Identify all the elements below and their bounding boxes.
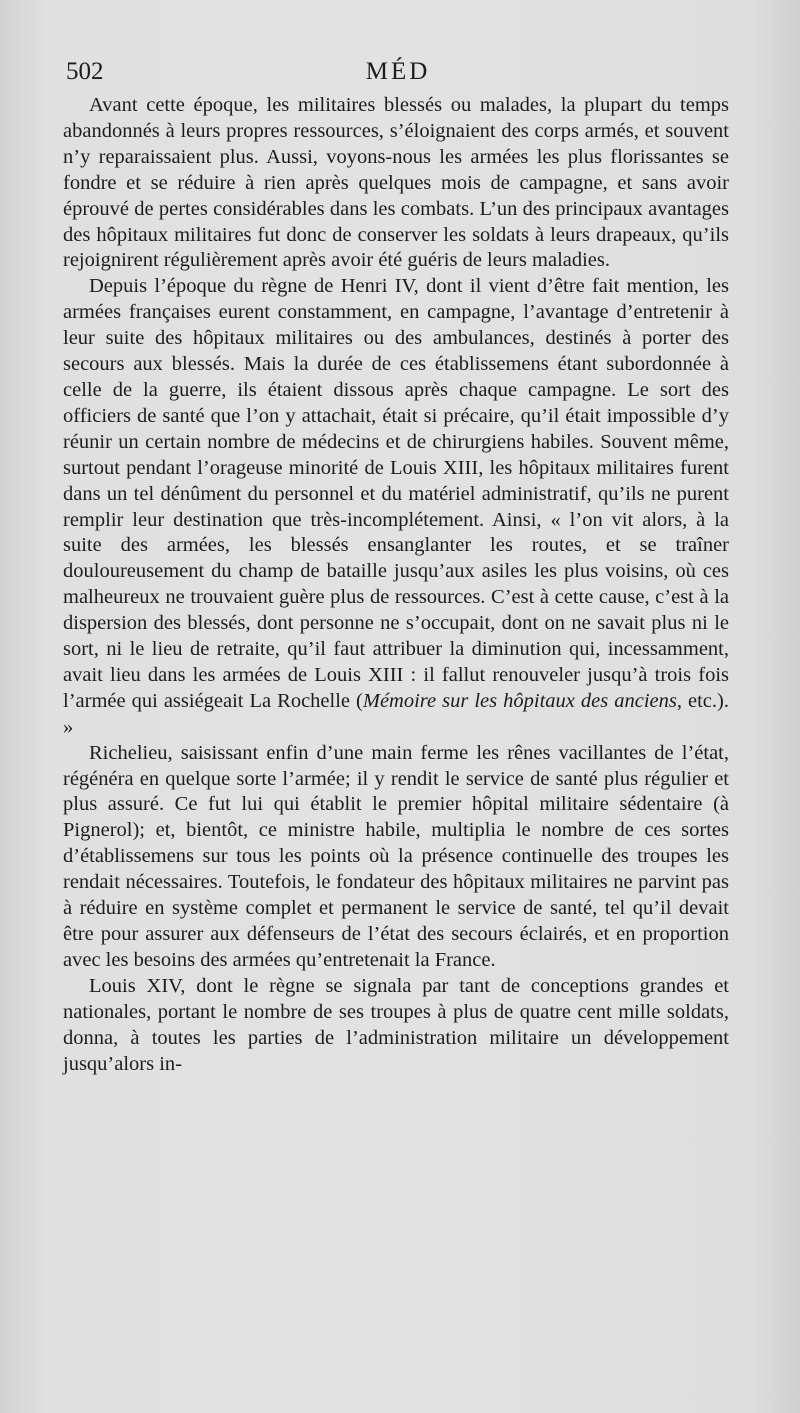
page-number: 502 bbox=[66, 58, 104, 85]
page-header bbox=[66, 58, 730, 92]
paragraph-2-end: , etc.). » bbox=[63, 689, 729, 738]
body-text bbox=[63, 93, 729, 1077]
citation-title: Mémoire sur les hôpitaux des anciens bbox=[362, 689, 677, 712]
paragraph-2-main: Depuis l’époque du règne de Henri IV, dont il vient d’être fait mention, les armées françaises eurent constamment, en campagne, l’avantage d’entretenir à leur suite des hôpitaux militaires ou des ambulances, destinés à porter des secours aux blessés. Mais la durée de ces établissemens étant subordonnée à celle de la guerre, ils étaient dissous après chaque campagne. Le sort des officiers de santé que l’on y attachait, était si précaire, qu’il était impossible d’y réunir un certain nombre de médecins et de chirurgiens habiles. Souvent même, surtout pendant l’orageuse minorité de Louis XIII, les hôpitaux militaires furent dans un tel dénûment du personnel et du matériel administratif, qu’ils ne purent remplir leur destination que très-incomplétement. Ainsi, « l’on vit alors, à la suite des armées, les blessés ensanglanter les routes, et se traîner douloureusement du champ de bataille jusqu’aux asiles les plus voisins, où ces malheureux ne trouvaient guère plus de ressources. C’est à cette cause, c’est à la dispersion des blessés, dont personne ne s’occupait, dont on ne savait plus ni le sort, ni le lieu de retraite, qu’il faut attribuer la diminution qui, incessamment, avait lieu dans les armées de Louis XIII : il fallut renouveler jusqu’à trois fois l’armée qui assiégeait La Rochelle ( bbox=[63, 275, 729, 712]
paragraph-4: Louis XIV, dont le règne se signala par tant de conceptions grandes et nationales, portant le nombre de ses troupes à plus de quatre cent mille soldats, donna, à toutes les parties de l’administration militaire un développement jusqu’alors in- bbox=[63, 974, 729, 1075]
paragraph-1: Avant cette époque, les militaires blessés ou malades, la plupart du temps abandonnés à leurs propres ressources, s’éloignaient des corps armés, et souvent n’y reparaissaient plus. Aussi, voyons-nous les armées les plus florissantes se fondre et se réduire à rien après quelques mois de campagne, et sans avoir éprouvé de pertes considérables dans les combats. L’un des principaux avantages des hôpitaux militaires fut donc de conserver les soldats à leurs drapeaux, qu’ils rejoignirent régulièrement après avoir été guéris de leurs maladies. bbox=[63, 94, 729, 272]
paragraph-2 bbox=[63, 274, 729, 740]
running-head: MÉD bbox=[365, 58, 431, 85]
paragraph-3: Richelieu, saisissant enfin d’une main ferme les rênes vacillantes de l’état, régénéra en quelque sorte l’armée; il y rendit le service de santé plus régulier et plus assuré. Ce fut lui qui établit le premier hôpital militaire sédentaire (à Pignerol); et, bientôt, ce ministre habile, multiplia le nombre de ces sortes d’établissemens sur tous les points où la présence continuelle des troupes les rendait nécessaires. Toutefois, le fondateur des hôpitaux militaires ne parvint pas à réduire en système complet et permanent le service de santé, tel qu’il devait être pour assurer aux défenseurs de l’état des secours éclairés, et en proportion avec les besoins des armées qu’entretenait la France. bbox=[63, 741, 729, 971]
